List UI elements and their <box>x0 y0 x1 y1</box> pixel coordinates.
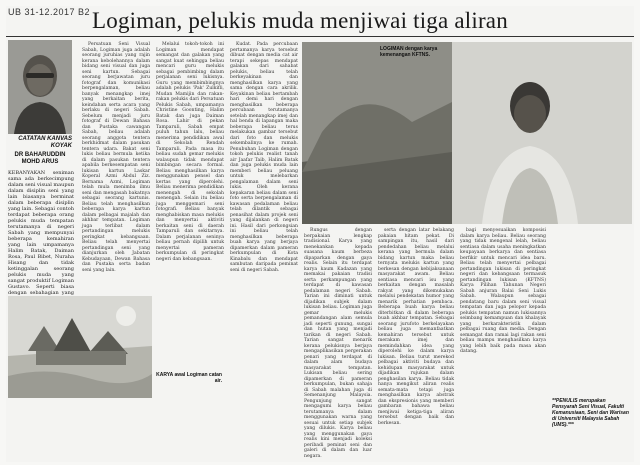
author-footnote: **PENULIS merupakan Pensyarah Seni Visual, Fakulti Kemanusiaan, Seni dan Warisan di Universiti Malaysia Sabah (UMS).*** <box>552 398 629 428</box>
artwork-caption: KARYA awal Logiman catan air. <box>156 372 222 384</box>
column-3-text: Kudat. Pada percubaan pertamanya karya tersebut dibuat dengan media cat air terapi sekepas mendapat galakan dari sahabat pelukis, beliau telah berkeyakinan dan menghasilkan karya yang sama dengan cara akrilik. Keyakinan beliau bertambah hari demi hari dengan menghasilkan beberapa percubaan terutamanya setelah menangkap imej dan hal benda di lapangan maka beberapa beliau terus melakukan gambar tersebut dari foto dan melukis sekembalinya ke rumah. Penubuhan Logiman dengan tokoh pelukis realist tanah air Jaafar Taib, Halim Batak dan juga pelukis muda lain memberi beliau peluang untuk melebarkan pengalaman dalam seni lukis. Oleh kerana kepakaran beliau dalam seni foto serta berpengalaman di kawasan pedalaman beliau telah dilantik sebagai penasihat dalam projek seni yang dijalankan di negeri ini. Hasil dari perkongsian ini beliau telah menghasilkan beberapa buah karya yang berjaya dipamerkan dalam pameran berkumpulan di Kota Kinabalu dan mendapat sambutan daripada peminat seni di negeri Sabah. <box>230 42 298 273</box>
column-1-text: Persatuan Seni Visual Sabah, Logiman juga adalah seorang juruhias yang rajin kerana kebolehannya dalam bidang seni visual dan juga seni kartun. Sebagai seorang berjawatan juru fotograf dan komunikasi berpengalaman, beliau banyak menangkap imej yang berkaitan berita, keindahan serta acara yang berlaku di negeri Sabah. Sebelum menjadi juru fotograf di Dewan Bahasa dan Pustaka cawangan Sabah, beliau adalah seorang anggota tentera berkhidmat dalam pasukan tentera udara. Bakat seni lukis beliau bermula ketika di dalam pasukan tentera apabila berkesempatan seni lukisan kartun Laskar Koperal Azmi Abdul Ziz. Bernama Azmi, Logiman telah mula menimba ilmu seni dan mengasah bakatnya sebagai seorang kartunis. Beliau telah menghasilkan beberapa karya kartun dalam pelbagai majalah dan akhbar tempatan. Logiman juga terlibat dalam pertandingan melukis peringkat kebangsaan. Beliau telah menyertai pertandingan seni yang dianjurkan oleh Jabatan Kebudayaan, Dewan Bahasa dan Pustaka serta badan seni yang lain. <box>82 42 150 273</box>
article-headline: Logiman, pelukis muda menjiwai tiga aliran <box>92 8 508 33</box>
article-column-6 <box>460 228 546 454</box>
artwork-photo <box>8 296 152 398</box>
article-column-2-continued <box>156 390 224 458</box>
artist-photo-caption: LOGIMAN dengan karya kemenangan KFTNS. <box>380 46 438 58</box>
artist-photo <box>302 42 632 224</box>
article-column-3 <box>230 42 298 456</box>
headline-rule <box>6 36 634 37</box>
author-name-line1: DR BAHARUDDIN <box>14 152 66 158</box>
date-stamp: UB 31-12.2017 B2 <box>8 7 91 17</box>
article-column-4 <box>304 228 372 459</box>
newspaper-clipping <box>6 6 634 462</box>
column-6-text: bagi menyesuaikan komposisi dalam karya beliau. Beliau seorang yang tidak mengenal lelah, beliau sentiasa dalam usaha meningkatkan keupayaan berkarya dan sentiasa berfikir untuk mencari idea baru. Beliau telah menyertai pelbagai pertandingan lukisan di peringkat negeri dan kebangsaan termasuk pertandingan lukisan (KFTNS) Karya Pilihan Tahunan Negeri Sabah anjuran Balai Seni Lukis Sabah. Walaupun sebagai pendatang baru dalam seni visual tempatan dan juga pelopor kepada pelukis tempatan namun lukisannya seimbang kemampuan dan khalayak yang berkarakteristik dalam pelbagai ruang dan media. Dengan semangat dan ramai lagi rakan seni beliau mampu menghasilkan karya yang lebih baik pada masa akan datang. <box>460 228 546 354</box>
column-4-text: Rungus dengan berpakaian lengkap tradisional. Karya yang menekankan kepada suasana kaum berbeza dipaparkan dengan gaya realis. Selain itu terdapat karya kaum Kadazan yang memakai pakaian tradisi serta perkampungan yang terdapat di kawasan pedalaman negeri Sabah. Tarian ini diminati untuk dijadikan subjek dalam lukisan beliau. Logiman juga gemar melukis pemandangan alam semula jadi seperti gunung, sungai dan hutan yang menjadi tarikan di negeri Sabah. Tarian sangat menarik kerana pelukisnya berjaya mengaplikasikan pergerakan penari yang terdapat di dalam alam budaya masyarakat tempatan. Lukisan beliau sering dipamerkan di pameran berkumpulan, bukan sahaja di Sabah malahan juga di Semenanjung Malaysia. Pengunjung sangat mengagumi karya beliau terutamanya dalam menggunakan warna yang sesuai untuk setiap subjek yang dilukis. Karya beliau yang menggunakan gaya realis kini menjadi koleksi peribadi peminat seni dan galeri di dalam dan luar negara. <box>304 228 372 459</box>
column-2-text: Melalui tokoh-tokoh ini Logiman mendapat semangat dan galakan yang sangat kuat sehingga beliau mencari guru melukis sebagai pembimbing dalam perjalanan seni lukisnya. Guru yang membimbingnya adalah pelukis 'Pak' Zulkifli, Mudan Mamijin dan rakan-rakan pelukis dari Persatuan Pelukis Sabah, umpamanya Christine Goonting, Halim Batak dan juga Daiman Rosa. Lahir di pekan Tamparuli, Sabah empat puluh tahun lalu, beliau menerima pendidikan awal di Sekolah Rendah Tamparuli. Pada masa itu beliau sudah gemar melukis walaupun tidak mendapat bimbingan secara formal. Beliau menghasilkan karya menggunakan pensel dan kertas yang diperolehi. Beliau menerima pendidikan menengah di sekolah menengah. Selain itu beliau juga menggemari seni fotografi. Beliau banyak menghabiskan masa melukis dan menyertai aktiviti berkaitan seni di daerah Tamparuli dan sekitarnya. Dalam perjalanan seninya beliau pernah dipilih untuk menyertai pameran berkumpulan di peringkat negeri dan kebangsaan. <box>156 42 224 262</box>
author-name-line2: MOHD ARUS <box>21 159 59 165</box>
article-lede: KEBANYAKAN seniman sama ada berkecimpung dalam seni visual maupun dalam disiplin seni yang lain biasanya berminat dalam beberapa disiplin yang lain. Sebagai contoh terdapat beberapa orang pelukis muda tempatan terutamanya di negeri Sabah yang mempunyai beberapa kemahiran yang lain umpamanya Halim Batak, Daiman Rosa, Paul Bibet, Nuraha Hisang dan tidak ketinggalan seorang pelukis muda yang sangat produktif Logiman Gustavo. Seperti biasa dengan sebahagian yang <box>8 170 74 296</box>
article-column-2 <box>156 42 224 270</box>
column-title: CATATAN KANVAS KOYAK <box>18 136 72 149</box>
columnist-portrait <box>8 40 72 134</box>
column-5-text: serta dengan latar belakang pakaian hitam pekat. Di sampingan itu, hasil dari pendedahan beliau melalui kerana yang bermula dalam bidang kartun maka beliau ternyata melukis kartun yang berkesan dengan kebijaksanaan masyarakat awam. Beliau sentiasa mencari isu yang berkaitan dengan masalah rakyat yang dikemukakan melalui pendekatan humor yang menarik perhatian pembaca. Beberapa buah karya beliau diterbitkan di dalam beberapa buah akhbar tempatan. Sebagai seorang jurufoto berkelayakan beliau juga memanfaatkan kemahiran tersebut untuk merakam imej dan memindahkan idea yang diperolehi ke dalam karya lukisan. Beliau turut merekod pelbagai aktiviti budaya dan kehidupan masyarakat untuk dijadikan rujukan dalam penghasilan karya. Beliau tidak hanya mengikut aliran realis semata-mata tetapi juga menghasilkan karya abstrak dan ekspresionis yang memberi gambaran bahawa beliau menjiwai ketiga-tiga aliran tersebut dengan baik dan berkesan. <box>378 228 454 426</box>
article-column-5 <box>378 228 454 456</box>
